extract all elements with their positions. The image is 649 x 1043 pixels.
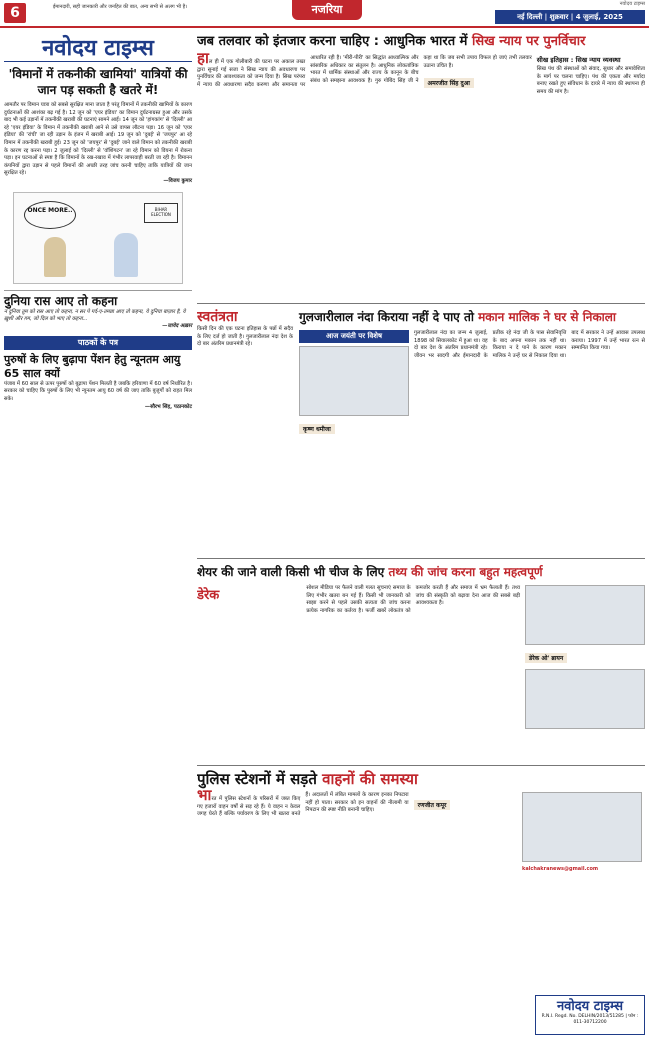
section-tab: नजरिया <box>292 0 362 20</box>
portrait-photo <box>299 346 409 416</box>
cartoon-sign: BIHAR ELECTION <box>144 203 178 223</box>
headline-main: गुलजारीलाल नंदा किराया नहीं दे पाए तो <box>299 310 479 324</box>
article-sikh-justice <box>197 32 645 300</box>
poem-box <box>4 290 192 331</box>
cartoon <box>13 192 183 284</box>
divider <box>197 765 645 766</box>
article-subhead: सीख इतिहास : सिख न्याय व्यवस्था <box>536 56 621 64</box>
contact-email: kalchakranews@gmail.com <box>522 866 599 872</box>
headline-main: जब तलवार को इंतजार करना चाहिए : आधुनिक भारत में <box>197 34 472 49</box>
letter-author: —सौरभ सिंह, पठानकोट <box>144 403 192 410</box>
ad-text: R.N.I. Regd. No. DELHIN/2013/51285 | फोन : 011-30712200 <box>541 1014 639 1025</box>
divider <box>197 558 645 559</box>
article-body: सोशल मीडिया पर फैलने वाली गलत सूचनाएं समाज के लिए गंभीर खतरा बन गई हैं। किसी भी जानकारी को साझा करने से पहले उसकी सत्यता की जांच करना प्रत्येक नागरिक का कर्तव्य है। फर्जी खबरें लोकतंत्र को कमजोर करती हैं और समाज में भ्रम फैलाती हैं। तथ्य जांच की संस्कृति को बढ़ावा देना आज की सबसे बड़ी आवश्यकता है। <box>306 585 520 614</box>
article-headline <box>197 562 645 582</box>
cartoon-figure <box>44 237 66 277</box>
ad-title: नवोदय टाइम्स <box>556 999 624 1014</box>
headline-highlight: मकान मालिक ने घर से निकाला <box>478 310 617 324</box>
article-body: हाल ही में एक गोलीबारी की घटना पर अकाल तख्त द्वारा सुनाई गई सजा ने सिख न्याय की अवधारणा पर पुनर्विचार की आवश्यकता को जन्म दिया है। सिख परंपरा में न्याय की अवधारणा सदैव करुणा और समानता पर आधारित रही है। 'मीरी-पीरी' का सिद्धांत आध्यात्मिक और सांसारिक अधिकार का संतुलन है। आधुनिक लोकतांत्रिक भारत में धार्मिक संस्थाओं और राज्य के कानून के बीच संबंध को समझना आवश्यक है। गुरु गोबिंद सिंह जी ने कहा था कि जब सभी उपाय विफल हो जाएं तभी तलवार उठाना उचित है। <box>197 49 532 88</box>
article-headline <box>299 307 645 327</box>
article-headline <box>197 769 645 789</box>
headline-highlight: वाहनों की समस्या <box>322 770 418 788</box>
article-body: गुलजारीलाल नंदा का जन्म 4 जुलाई, 1898 को सियालकोट में हुआ था। वह दो बार देश के अंतरिम प्रधानमंत्री रहे। जीवन भर सादगी और ईमानदारी के प्रतीक रहे नंदा जी के पास सेवानिवृत्ति के बाद अपना मकान तक नहीं था। किराया न दे पाने के कारण मकान मालिक ने उन्हें घर से निकाल दिया था। बाद में सरकार ने उन्हें आवास उपलब्ध कराया। 1997 में उन्हें भारत रत्न से सम्मानित किया गया। <box>414 330 645 359</box>
special-label: आज जयंती पर विशेष <box>299 330 409 343</box>
masthead-ad <box>535 995 645 1035</box>
letters-banner: पाठकों के पत्र <box>4 336 192 350</box>
articles-area <box>197 32 645 1038</box>
letter-body: पंजाब में 60 साल से ऊपर पुरुषों को बुढ़ापा पेंशन मिलती है जबकि हरियाणा में 60 वर्ष निर्धारित है। सरकार को चाहिए कि पुरुषों के लिए भी न्यूनतम आयु 60 वर्ष की जाए ताकि बुजुर्गों को राहत मिल सके। <box>4 380 192 402</box>
top-note: ईमानदारी, सही जानकारी और जनहित की बात, अन्य सभी से अलग भी है। <box>52 4 188 10</box>
author-photo <box>525 585 645 645</box>
article-headline <box>197 32 645 52</box>
poem-title: दुनिया रास आए तो कहना <box>4 293 118 308</box>
letter-title: पुरुषों के लिए बुढ़ापा पेंशन हेतु न्यूनतम आयु 65 साल क्यों <box>4 352 181 380</box>
article-byline: डेरेक ओ' ब्रायन <box>525 653 567 663</box>
article-fact-check <box>197 562 645 762</box>
poem-author: —जावेद अख़्तर <box>162 323 192 330</box>
headline-main: शेयर की जाने वाली किसी भी चीज के लिए <box>197 565 389 579</box>
editorial-column <box>4 32 192 1038</box>
brand-small: नवोदय टाइम्स <box>619 1 645 7</box>
editorial-body: आमतौर पर विमान यात्रा को सबसे सुरक्षित माना जाता है परंतु विमानों में तकनीकी खामियों के कारण दुर्घटनाओं की आशंका बढ़ गई है। 12 जून को 'एयर इंडिया' का विमान दुर्घटनाग्रस्त हुआ और उसके बाद भी कई उड़ानों में तकनीकी खराबी की घटनाएं सामने आईं। 14 जून को 'हांगकांग' से 'दिल्ली' आ रहे 'एयर इंडिया' के विमान में तकनीकी खराबी आने से उसे वापस लौटना पड़ा। 16 जून को 'एयर इंडिया' की 'रांची' जा रही उड़ान के इंजन में खराबी आई। 19 जून को 'दुबई' से 'जयपुर' आ रहे विमान में तकनीकी खराबी हुई। 23 जून को 'जयपुर' से 'दुबई' जाने वाले विमान को तकनीकी खराबी के कारण रद्द करना पड़ा। 2 जुलाई को 'दिल्ली' से 'वॉशिंगटन' जा रहे विमान को वियना में रोकना पड़ा। इन घटनाओं से स्पष्ट है कि विमानों के रख-रखाव में गंभीर लापरवाही बरती जा रही है। विमानन कंपनियों द्वारा उड़ान से पहले विमानों की अच्छी तरह जांच करनी चाहिए ताकि यात्रियों की जान सुरक्षित रहे। <box>4 102 192 177</box>
article-body-continued: सिख पंथ की संस्थाओं को संवाद, सुधार और समावेशिता के मार्ग पर चलना चाहिए। पंथ की एकता और मर्यादा बनाए रखते हुए संविधान के दायरे में न्याय की स्थापना ही समय की मांग है। <box>536 66 645 95</box>
headline-highlight: तथ्य की जांच करना बहुत महत्वपूर्ण <box>388 565 543 579</box>
news-photo <box>525 669 645 729</box>
article-body: भारत में पुलिस स्टेशनों के परिसरों में जब्त किए गए हजारों वाहन वर्षों से सड़ रहे हैं। ये वाहन न केवल जगह घेरते हैं बल्कि पर्यावरण के लिए भी खतरा बनते हैं। अदालतों में लंबित मामलों के कारण इनका निपटारा नहीं हो पाता। सरकार को इन वाहनों की नीलामी या निपटान की स्पष्ट नीति बनानी चाहिए। <box>197 786 409 818</box>
masthead: नवोदय टाइम्स <box>4 32 192 62</box>
headline-main: पुलिस स्टेशनों में सड़ते <box>197 770 323 788</box>
poem-text: न दुनिया तुम को रास आए तो कहना, न सर पे गर्द-ए-तमन्ना आए तो कहना, ये दुनिया बाज़ार है, ये ख़ुशी और ग़म, जो दिल को भाए तो कहना... <box>4 308 186 322</box>
sidebar-title: डेरेक <box>197 588 220 603</box>
cartoon-bubble: ONCE MORE.. <box>24 201 76 229</box>
cartoon-figure <box>114 233 138 277</box>
divider <box>197 303 645 304</box>
editorial-headline: 'विमानों में तकनीकी खामियां' यात्रियों की जान पड़ सकती है खतरे में! <box>8 67 188 97</box>
article-byline: रणजीत कपूर <box>414 800 451 810</box>
page-number: 6 <box>4 3 26 23</box>
article-byline: कृष्ण धमीजा <box>299 424 335 434</box>
headline-highlight: सिख न्याय पर पुनर्विचार <box>471 34 586 49</box>
sidebar-title: स्वतंत्रता <box>197 309 238 325</box>
article-gulzarilal-nanda <box>197 307 645 555</box>
dateline: नई दिल्ली | शुक्रवार | 4 जुलाई, 2025 <box>495 10 645 24</box>
editorial-author: —विजय कुमार <box>163 177 192 184</box>
article-byline: अमरजीत सिंह दुआ <box>424 78 474 88</box>
article-police-vehicles <box>197 769 645 1039</box>
sidebar-body: किसी दिन की एक घटना इतिहास के पन्नों में सदैव के लिए दर्ज हो जाती है। गुलजारीलाल नंदा देश के दो बार अंतरिम प्रधानमंत्री रहे। <box>197 326 293 348</box>
page-header <box>0 0 649 28</box>
vehicles-photo <box>522 792 642 862</box>
